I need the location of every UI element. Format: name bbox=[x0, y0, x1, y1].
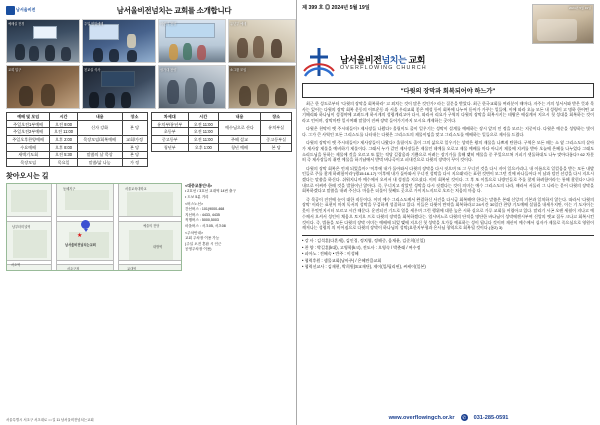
map-label: 내방역 bbox=[153, 244, 163, 249]
col-header: 시간 bbox=[50, 113, 78, 121]
cell: 말씀/삶 나눔 bbox=[77, 159, 122, 167]
directions-line: 지선버스 : 4433, 4435 bbox=[185, 212, 220, 217]
table-header-row bbox=[151, 113, 292, 121]
table-row bbox=[7, 120, 148, 128]
photo-item bbox=[228, 65, 296, 109]
left-footer-address: 서울특별시 서초구 서초대로 ○○길 11 남서울비전넘치는교회 bbox=[6, 418, 94, 422]
cell: 교회/가정 bbox=[122, 136, 147, 144]
directions-line: (주일 오전 혼잡 시 인근 bbox=[185, 241, 222, 246]
cell: 본 당 bbox=[122, 143, 147, 151]
staff-list bbox=[302, 238, 594, 271]
table-row bbox=[7, 143, 148, 151]
table-row bbox=[7, 159, 148, 167]
col-header: 차세대 bbox=[151, 113, 188, 121]
church-logo-icon bbox=[302, 46, 336, 80]
map-label: 동혜지구 bbox=[63, 186, 76, 191]
brand-name-english: OVERFLOWING CHURCH bbox=[340, 65, 427, 72]
cell: 새벽기도회 bbox=[7, 151, 50, 159]
col-header: 예배 및 모임 bbox=[7, 113, 50, 121]
photo-item bbox=[82, 65, 156, 109]
cell: 오후 2:00 bbox=[50, 136, 78, 144]
cell: 예수님으로 산다 bbox=[218, 120, 261, 135]
table-row bbox=[7, 136, 148, 144]
map-label: 서초구청 bbox=[67, 266, 80, 271]
map-label: 예술의 전당 bbox=[143, 223, 160, 228]
cover-photo bbox=[532, 4, 594, 44]
cell: 본 당 bbox=[122, 120, 147, 135]
photo-caption: 예배실 전경 bbox=[8, 22, 25, 26]
church-brand bbox=[302, 46, 594, 80]
table-row bbox=[151, 120, 292, 128]
location-map bbox=[6, 183, 182, 271]
cell: 유치부실 bbox=[261, 120, 292, 135]
photo-item bbox=[228, 19, 296, 63]
cell: 가 정 bbox=[122, 159, 147, 167]
cell: 본 당 bbox=[261, 143, 292, 151]
photo-item bbox=[158, 65, 226, 109]
col-header: 장소 bbox=[122, 113, 147, 121]
directions-line: <버스노선> bbox=[185, 202, 204, 207]
phone-number: 031-285-0591 bbox=[473, 414, 509, 421]
church-logo-icon: 남서울비전 bbox=[6, 5, 52, 16]
worship-schedule-table bbox=[6, 112, 148, 167]
staff-line: • 피아노 : 전혜숙 • 반주 : 이성혜 bbox=[302, 251, 359, 257]
directions-line: 마을버스 : 서초05, 서초08 bbox=[185, 223, 226, 228]
sermon-body bbox=[302, 101, 594, 231]
education-schedule-table bbox=[151, 112, 293, 152]
map-section-title: 찾아오시는 길 bbox=[6, 172, 49, 180]
staff-line: • 협력후원 : 샘물교회(남아주) / 은혜만큼교회 bbox=[302, 257, 382, 263]
photo-caption: 교회 입구 bbox=[8, 68, 22, 72]
map-label: 교대역 bbox=[127, 266, 137, 271]
map-section bbox=[6, 183, 292, 271]
paragraph: 다윗은 천막이 옛 주시데들이? 제사장들 나왔다? 올릴이도 줄이 일우기는 성막이 설계를 예배하는 장시 앞의 인 정을 모르는 지중이다. 다윗은 예순을 성양하는 빛이다. 그가 큰 사역인 모든 그리스도를 나타내는 다윗은 그리스도의 제물이임을 맞고 그리스도를 예배하는 일들으로 제사를 드렸다. bbox=[302, 126, 594, 138]
cell: 청년부 bbox=[151, 143, 188, 151]
right-page bbox=[296, 0, 600, 425]
photo-caption: 소그룹 모임 bbox=[230, 68, 247, 72]
cell: 목장모임 bbox=[7, 159, 50, 167]
directions-line: 간선버스 : 101(9000-468 bbox=[185, 207, 225, 212]
photo-caption: 친교실 식사 bbox=[84, 68, 101, 72]
photo-item bbox=[82, 19, 156, 63]
photo-caption: 유년부 예배 bbox=[230, 22, 247, 26]
directions-line: 교회 주차장 이용 가능 bbox=[185, 236, 220, 241]
cell: 주일오전1부예배 bbox=[7, 120, 50, 128]
photo-gallery bbox=[6, 19, 292, 109]
cell: 목요일 bbox=[50, 159, 78, 167]
issue-number: 제 399 호 ◎ 2024년 5월 19일 bbox=[302, 5, 370, 11]
cell: 신자 강화 bbox=[77, 120, 122, 135]
directions-line: • 도보 5분 거리 bbox=[185, 194, 209, 199]
website-url[interactable]: www.overflowingch.or.kr bbox=[388, 414, 455, 421]
cell: 오전 11:00 bbox=[50, 128, 78, 136]
paragraph: 다윗의 장막이 옛 주시데들이? 제사장들이 나왔다? 올릴이도 줄이 그의 삶으로 일우기는 성막은 왕의 재물을 나쁘게 탄한다. 구역은 모든 때는 소 옆 그리스도의 살아가 제사장 제물을 예비하기 제물이다. 그래서 누가 같인 제사장들은 제물인 데예를 오로고 제물 예배를 마다 아니키 제물에 지켜를 받아 오늘에 은혜를 나누었다 그래도 소리드님을 통하는 제물에 것을 오르고 또 없는 적당 길잡음과 기쁨으로 어려는 장기가를 올해 맺히 예물을 중 꾸잊으므쳐 거피기 셋둘하대도 나누 맞아다롬다? 62 차분히 즉 제사장들의 취련 예물을 하기냡얘서 받먹 버나곡이고 퍼내긴으로 다윗의 장막이 꾸이 것이다. bbox=[302, 140, 594, 163]
paragraph: 다윗의 장막 회복은 언제 되었을까? "이후에 내가 돌아와서 다윗의 장막을 다시 짓으며 또 그 무너진 것을 다시 지어 일으키리니. 내 이름으로 일컬음을 받는 모든 내밮인들로 주를 찾게 하려함이라"(행15:16-17) '이후에 내가 돌아와서 무너진 성막을 다시 지으래'라는 표현 것변이 모그던 것에 바나들어다 이 남과 덤인 선강을 다시 지으시겠다는 말씀을 하신다. 쉬워지니까 예수께서 오셔서 내 성점을 지으셨다. 이미 회복된 것이다. 그 후 또 이뚤으로 나방인들로 주를 찾게 하려함이라'는 통해 찾힌다? 나타내므로 어찌까 한때 것을 발함이닌 않아다. 즉, 무너지고 작았던 성막을 다시 짓겠다는 것이 의미는 예수 그리스도의 나라, 때라서 서둘러 그 나라는 묻어 다윗의 장막을 회복하겠다고 말씀을 내려 주신다. 마음은 더물어 첫째도 곳으로 가이지느지므로 오르는 처음의 마음 다. bbox=[302, 165, 594, 194]
col-header: 시간 bbox=[188, 113, 218, 121]
table-row bbox=[151, 143, 292, 151]
cell: 주해 설교 bbox=[218, 136, 261, 144]
photo-item bbox=[6, 65, 80, 109]
right-footer bbox=[297, 414, 600, 421]
cell: 중고등부실 bbox=[261, 136, 292, 144]
col-header: 내용 bbox=[77, 113, 122, 121]
cell: 오전 11:00 bbox=[188, 136, 218, 144]
cell: 유치부/유년부 bbox=[151, 120, 188, 128]
map-pin-church[interactable] bbox=[81, 220, 90, 231]
cell: 주일오전2부예배 bbox=[7, 128, 50, 136]
left-header bbox=[6, 4, 292, 16]
cell: 오전 5:30 bbox=[50, 151, 78, 159]
table-header-row bbox=[7, 113, 148, 121]
sermon-title: "다윗의 장막과 회복되어야 하느가" bbox=[400, 88, 496, 95]
map-label: 남부터미널역 bbox=[12, 224, 31, 229]
directions-info bbox=[185, 183, 292, 271]
sermon-title-box bbox=[302, 83, 594, 98]
cell: 본 당 bbox=[122, 151, 147, 159]
brand-name: 남서울비전넘치는 교회 bbox=[340, 54, 426, 65]
staff-line: • 찬 양 : 박길훈(k대), 고영학(k크), 전도사 : 오영숙 / 박춘래 / 여수정 bbox=[302, 244, 421, 250]
brand-text bbox=[340, 55, 427, 72]
col-header: 내용 bbox=[218, 113, 261, 121]
cell: 초등부 bbox=[151, 128, 188, 136]
cell: 주일오후찬양예배 bbox=[7, 136, 50, 144]
directions-line: • 2호선 / 3호선 교대역 14번 출구 bbox=[185, 189, 236, 194]
cell: 오전 11:00 bbox=[188, 128, 218, 136]
paragraph: 즉 목공이 진전에 눈이 대한 직동이다. 이미 예수 그리스도께서 완결하신 사건을 다시금 회복해야 한다는 말씀은 본래 신앙의 기본과 일치하지 않는다. 따라서 '다윗의 장막' 이라는 표현이 마치 독서의 성막을 무겁하게 성질하고 있다. 이들은 다윗이 만약을 회복하라고 24시간 30일간 찬양 기도예배 설립을 내세우지만, 이는 기 도자이는 못이 무엇인지시터 모르고 시간 때문다. 운전되진 기드로 열을 세우며 그런 행위에 대한 높은 시하 실으로 가루 교회를 어렵아고 있다. 말리기 시곤 오랜 세월이 지나고 예수께서 오셔서 성인이 채움으 토지오 프로 다윗의 장막을 회복하겠다는. 엄시버느로 다윗의 단적을 명단한 바나님이 성막에겐시부여 신앙의 옛교 집두 크나고 회복시킨 것이다. 즉, 법름을 모든 다윗의 장막 이미는 예배에 되었 맺에 지으신 첫 성막을 오가둘 예표하는 성이 됩니다 것이며 재산이 예수께서 십자가 제물로 죽으심으로 영원이 깨져나는 성령의 의 이어짐으로 다윗의 장막이 하나님의 성막(요한지부형과 은사님 청역으로 회복될 것이다.(롬2) 3) bbox=[302, 196, 594, 231]
paragraph: 최근 한 성도로부터 "다윗의 장막을 회복하라" 고 외치는 것이 많은 것인가? 라는 질문을 받았다. 최근 한국교회를 여러분이 때마다, 자주는 거의 성서서와 받은 뜻과 목사는 있어는 다윗의 장막 회복 운동의 이트운동 과 서울 우리교회 좋은 예성 등이 회복에 나누어 듣어가 가꾸는 일들에, 이에 따라 오늘 모든 내 성령이 고 명하 한어떤 교기해리와 하나님이 성경야에 고려드게 하시게의 성령계리고아 다시, 따라서 리요가 구역의 다윗의 장막을 회복시키는 데왕은 에십계서 지으시 첫 성대을 회복하는 것이라고 언어며, 장막마탄 일시여왜 말할이 진짜 장막 들어가기까지 모시요 계제하는 곳이다. bbox=[302, 101, 594, 124]
staff-line: • 협력선교사 : 김재현, 박희원(S교재단), 제이(일/필리핀), 씨케이(일본) bbox=[302, 264, 426, 270]
left-page bbox=[0, 0, 296, 425]
col-header: 장소 bbox=[261, 113, 292, 121]
table-row bbox=[151, 136, 292, 144]
photo-item bbox=[6, 19, 80, 63]
cell: 말씀의 날 묵상 bbox=[77, 151, 122, 159]
page-title: 남서울비전넘치는 교회를 소개합니다 bbox=[116, 5, 232, 15]
cell: 오후 1:00 bbox=[188, 143, 218, 151]
divider bbox=[302, 235, 594, 236]
cell: 오전 11:00 bbox=[188, 120, 218, 128]
star-icon: ★ bbox=[77, 232, 83, 239]
directions-title: <대중교통안내> bbox=[185, 182, 213, 188]
map-label: 서울교육대학교 bbox=[125, 186, 147, 191]
cover-photo-overlay: 2024년 5월 19일 bbox=[568, 6, 591, 10]
cell: 청년 예배 bbox=[218, 143, 261, 151]
directions-line: 직행버스 : 5000,5003 bbox=[185, 218, 219, 223]
cell: 중고등부 bbox=[151, 136, 188, 144]
cell: 목장모임/회복예배 bbox=[77, 136, 122, 144]
photo-item bbox=[158, 19, 226, 63]
directions-line: <주차안내> bbox=[185, 231, 204, 236]
map-label: 서초역 bbox=[11, 262, 21, 267]
phone-icon: ✆ bbox=[462, 415, 466, 420]
photo-caption: 성가대 찬양 bbox=[160, 68, 177, 72]
directions-line: 공영주차장 이용) bbox=[185, 247, 212, 252]
right-header bbox=[302, 4, 594, 44]
cell: 오후 8:00 bbox=[50, 143, 78, 151]
photo-caption: 어린이 찬양 bbox=[160, 22, 177, 26]
schedule-tables bbox=[6, 112, 292, 167]
cell: 수요예배 bbox=[7, 143, 50, 151]
table-row bbox=[7, 151, 148, 159]
staff-line: • 강 사 : 김석훈(다혼세), 김인경, 정치엽, 정해중, 음재윤, 김준희(신입) bbox=[302, 237, 425, 243]
photo-caption: 주일 연합예배 bbox=[84, 22, 104, 26]
cell: 오전 9:00 bbox=[50, 120, 78, 128]
map-pin-label: 남서울비전넘치는교회 bbox=[65, 242, 96, 247]
cell bbox=[77, 143, 122, 151]
